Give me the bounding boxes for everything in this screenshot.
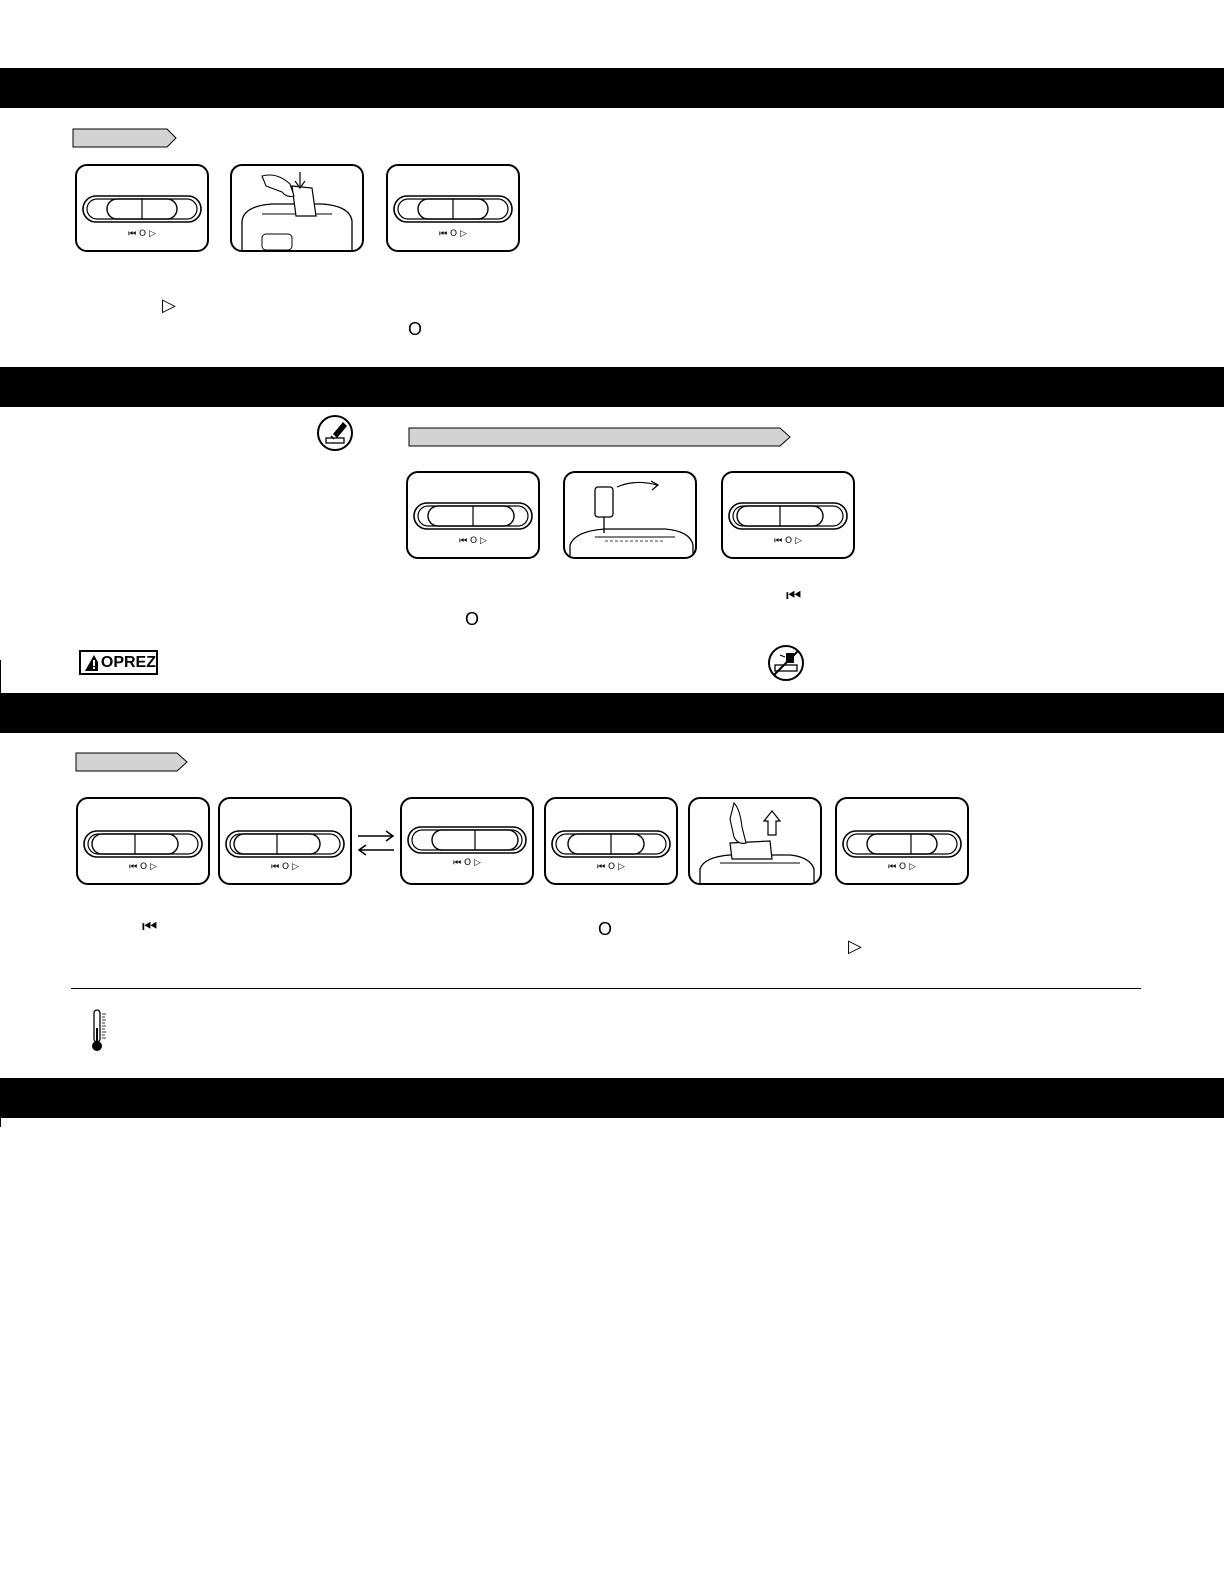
svg-text:⏮ O ▷: ⏮ O ▷ [128, 229, 156, 239]
warning-triangle-icon [84, 654, 98, 672]
step-tag-arrow [75, 752, 189, 772]
edge-mark [0, 1117, 1, 1127]
off-symbol: O [598, 919, 613, 939]
svg-text:⏮ O ▷: ⏮ O ▷ [597, 862, 625, 872]
run-symbol: ▷ [162, 295, 176, 315]
switch-panel [75, 164, 209, 252]
run-symbol: ▷ [848, 936, 862, 956]
off-symbol: O [408, 319, 423, 339]
section-bar-troubleshooting [0, 1078, 1224, 1118]
feed-paper-illustration [230, 164, 364, 252]
svg-text:⏮ O ▷: ⏮ O ▷ [453, 858, 481, 868]
switch-panel [386, 164, 520, 252]
svg-text:⏮ O ▷: ⏮ O ▷ [459, 536, 487, 546]
section-bar-shredding [0, 68, 1224, 108]
switch-panel [76, 797, 210, 885]
back-and-forth-arrows [356, 828, 396, 858]
step-tag-arrow [72, 128, 178, 148]
edge-mark [0, 660, 1, 693]
reverse-symbol: ⏮ [142, 917, 158, 936]
off-symbol: O [465, 609, 480, 629]
caution-text: OPREZ [100, 653, 156, 671]
oiling-illustration [563, 471, 697, 559]
svg-text:⏮ O ▷: ⏮ O ▷ [774, 536, 802, 546]
thermometer-icon [88, 1008, 110, 1054]
step-tag-arrow [408, 427, 792, 447]
reverse-symbol: ⏮ [786, 586, 802, 605]
svg-text:⏮ O ▷: ⏮ O ▷ [271, 862, 299, 872]
remove-paper-illustration [688, 797, 822, 885]
switch-panel [406, 471, 540, 559]
oil-bottle-icon [316, 414, 354, 452]
caution-label [79, 650, 158, 675]
no-aerosol-icon [766, 643, 806, 683]
switch-panel [544, 797, 678, 885]
section-bar-clearing-jam [0, 693, 1224, 733]
svg-text:⏮ O ▷: ⏮ O ▷ [888, 862, 916, 872]
svg-text:⏮ O ▷: ⏮ O ▷ [129, 862, 157, 872]
svg-text:⏮ O ▷: ⏮ O ▷ [439, 229, 467, 239]
section-bar-oiling [0, 367, 1224, 407]
switch-panel [835, 797, 969, 885]
section-divider [71, 988, 1141, 989]
switch-panel [400, 797, 534, 885]
switch-panel [218, 797, 352, 885]
switch-panel [721, 471, 855, 559]
